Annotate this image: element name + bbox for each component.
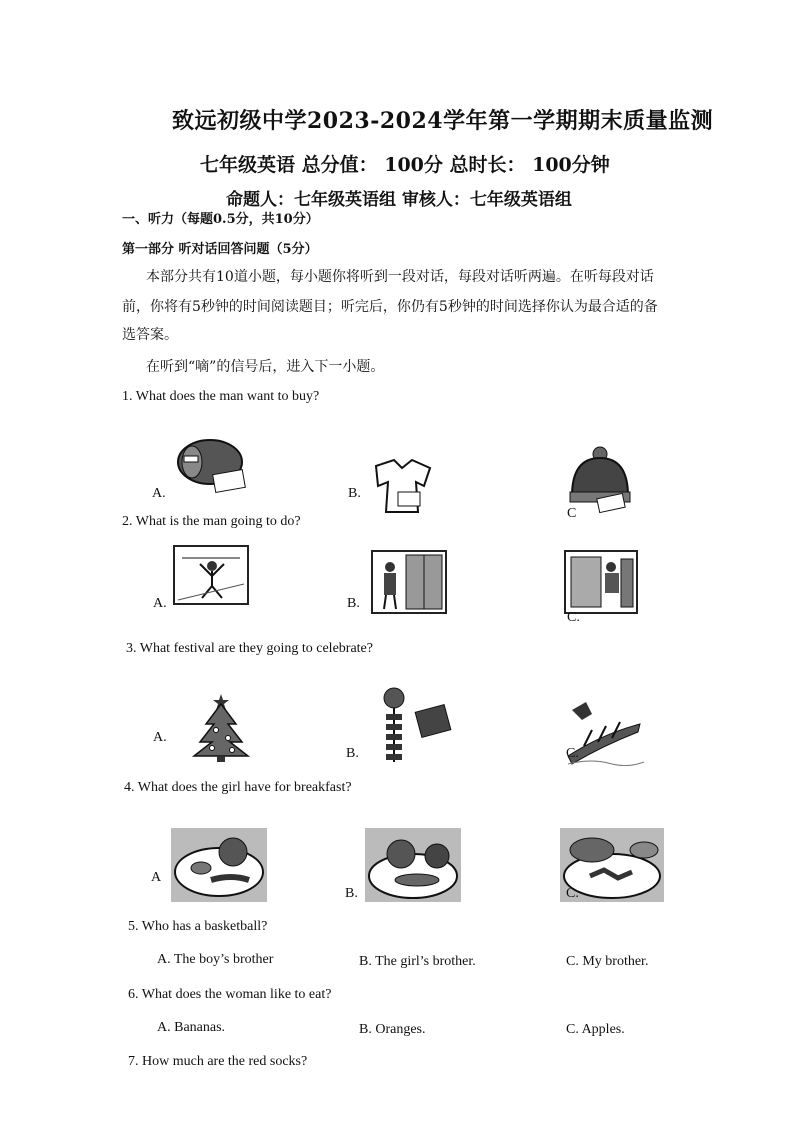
q4-option-a[interactable]: A (151, 870, 162, 885)
question-1 (122, 389, 319, 405)
question-3 (126, 641, 373, 657)
q3-option-b[interactable]: B. (346, 746, 359, 761)
instructions-line-2: 前，你将有5秒钟的时间阅读题目；听完后，你仍有5秒钟的时间选择你认为最合适的备 (122, 299, 658, 315)
firecracker-icon (378, 686, 454, 766)
q6-option-c[interactable]: C. Apples. (566, 1022, 625, 1037)
q5-option-b[interactable]: B. The girl’s brother. (359, 954, 476, 969)
breakfast-plate-a-icon (171, 828, 267, 902)
question-text: What does the woman like to eat? (141, 987, 332, 1002)
question-number: 7. (128, 1054, 139, 1069)
bag-icon (172, 432, 252, 494)
beep-note: 在听到“嘀”的信号后，进入下一小题。 (146, 359, 385, 375)
instructions-line-3: 选答案。 (122, 327, 178, 343)
q5-option-c[interactable]: C. My brother. (566, 954, 649, 969)
q1-option-a[interactable]: A. (152, 486, 166, 501)
q6-option-a[interactable]: A. Bananas. (157, 1020, 226, 1035)
question-7 (128, 1054, 307, 1070)
part-title: 第一部分 听对话回答问题（5分） (122, 242, 318, 257)
q2-option-a[interactable]: A. (153, 596, 167, 611)
q4-option-b[interactable]: B. (345, 886, 358, 901)
question-text: How much are the red socks? (142, 1054, 308, 1069)
question-number: 1. (122, 389, 133, 404)
q3-option-a[interactable]: A. (153, 730, 167, 745)
question-number: 5. (128, 919, 139, 934)
question-number: 3. (126, 641, 137, 656)
question-4 (124, 780, 352, 796)
question-text: What does the girl have for breakfast? (137, 780, 352, 795)
q1-option-c[interactable]: C (567, 506, 577, 521)
question-text: What festival are they going to celebrate? (139, 641, 373, 656)
question-text: Who has a basketball? (141, 919, 268, 934)
question-number: 6. (128, 987, 139, 1002)
exam-authors: 命题人：七年级英语组 审核人：七年级英语组 (226, 190, 572, 210)
exam-subtitle: 七年级英语 总分值： 100分 总时长： 100分钟 (200, 154, 610, 176)
christmas-tree-icon (186, 690, 256, 764)
exam-title: 致远初级中学2023-2024学年第一学期期末质量监测 (172, 108, 714, 134)
q1-option-b[interactable]: B. (348, 486, 361, 501)
reading-icon (563, 549, 639, 615)
breakfast-plate-b-icon (365, 828, 461, 902)
q5-option-a[interactable]: A. The boy’s brother (157, 952, 274, 967)
instructions-line-1: 本部分共有10道小题，每小题你将听到一段对话，每段对话听两遍。在听每段对话 (146, 269, 654, 285)
question-2 (122, 514, 301, 530)
question-5 (128, 919, 267, 935)
shopping-icon (370, 549, 448, 615)
question-number: 2. (122, 514, 133, 529)
q6-option-b[interactable]: B. Oranges. (359, 1022, 426, 1037)
q3-option-c[interactable]: C. (566, 746, 579, 761)
sport-icon (172, 544, 250, 606)
question-text: What does the man want to buy? (135, 389, 320, 404)
shirt-icon (366, 456, 438, 518)
question-number: 4. (124, 780, 135, 795)
q2-option-c[interactable]: C. (567, 610, 580, 625)
q2-option-b[interactable]: B. (347, 596, 360, 611)
section-title: 一、听力（每题0.5分，共10分） (122, 212, 319, 227)
q4-option-c[interactable]: C. (566, 886, 579, 901)
question-6 (128, 987, 331, 1003)
question-text: What is the man going to do? (135, 514, 301, 529)
